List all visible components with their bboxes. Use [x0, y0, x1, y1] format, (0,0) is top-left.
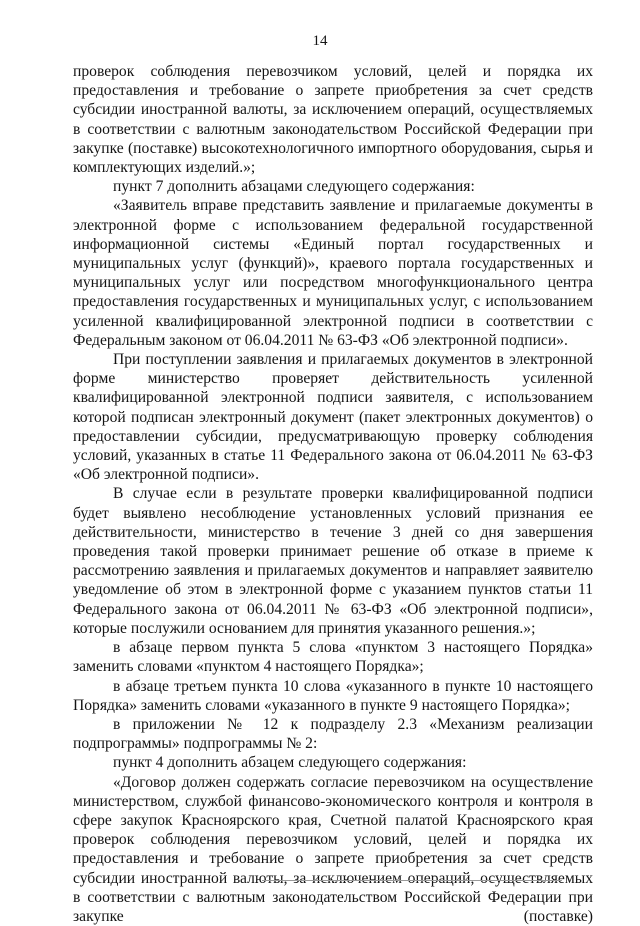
page-bottom-rule: [262, 880, 562, 881]
paragraph: пункт 7 дополнить абзацами следующего содержания:: [113, 178, 475, 196]
paragraph: в абзаце третьем пункта 10 слова «указанного в пункте 10 настоящего Порядка» заменить словами «указанного в пункте 9 настоящего Порядка»;: [73, 677, 593, 714]
paragraph: в приложении № 12 к подразделу 2.3 «Механизм реализации подпрограммы» подпрограммы № 2:: [73, 715, 593, 753]
paragraph: При поступлении заявления и прилагаемых документов в электронной форме министерство проверяет действительность усиленной квалифицированной электронной подписи заявителя, с использованием которой подписан электронный документ (пакет электронных документов) о предоставлении субсидии, предусматривающую проверку соблюдения условий, указанных в статье 11 Федерального закона от 06.04.2011 № 63-ФЗ «Об электронной подписи».: [73, 351, 593, 484]
page-number: 14: [312, 33, 328, 49]
document-body: [73, 62, 593, 926]
paragraph: в абзаце первом пункта 5 слова «пунктом 3 настоящего Порядка» заменить словами «пунктом 4 настоящего Порядка»;: [73, 639, 593, 676]
paragraph: «Договор должен содержать согласие перевозчиком на осуществление министерством, службой финансово-экономического контроля и контроля в сфере закупок Красноярского края, Счетной палатой Красноярского края проверок соблюдения перевозчиком условий, целей и порядка их предоставления и требование о запрете приобретения за счет средств субсидии иностранной валюты, за исключением операций, осуществляемых в соответствии с валютным законодательством Российской Федерации при закупке (поставке): [73, 773, 593, 925]
paragraph: пункт 4 дополнить абзацем следующего содержания:: [113, 754, 467, 772]
paragraph: В случае если в результате проверки квалифицированной подписи будет выявлено несоблюдение установленных условий признания ее действительности, министерство в течение 3 дней со дня завершения проведения такой проверки принимает решение об отказе в приеме к рассмотрению заявления и прилагаемых документов и направляет заявителю уведомление об этом в электронной форме с указанием пунктов статьи 11 Федерального закона от 06.04.2011 № 63-ФЗ «Об электронной подписи», которые послужили основанием для принятия указанного решения.»;: [73, 485, 593, 637]
paragraph: проверок соблюдения перевозчиком условий, целей и порядка их предоставления и требование о запрете приобретения за счет средств субсидии иностранной валюты, за исключением операций, осуществляемых в соответствии с валютным законодательством Российской Федерации при закупке (поставке) высокотехнологичного импортного оборудования, сырья и комплектующих изделий.»;: [73, 63, 593, 177]
paragraph: «Заявитель вправе представить заявление и прилагаемые документы в электронной форме с использованием федеральной государственной информационной системы «Единый портал государственных и муниципальных услуг (функций)», краевого портала государственных и муниципальных услуг или посредством многофункционального центра предоставления государственных и муниципальных услуг, с использованием усиленной квалифицированной электронной подписи в соответствии с Федеральным законом от 06.04.2011 № 63-ФЗ «Об электронной подписи».: [73, 197, 593, 349]
